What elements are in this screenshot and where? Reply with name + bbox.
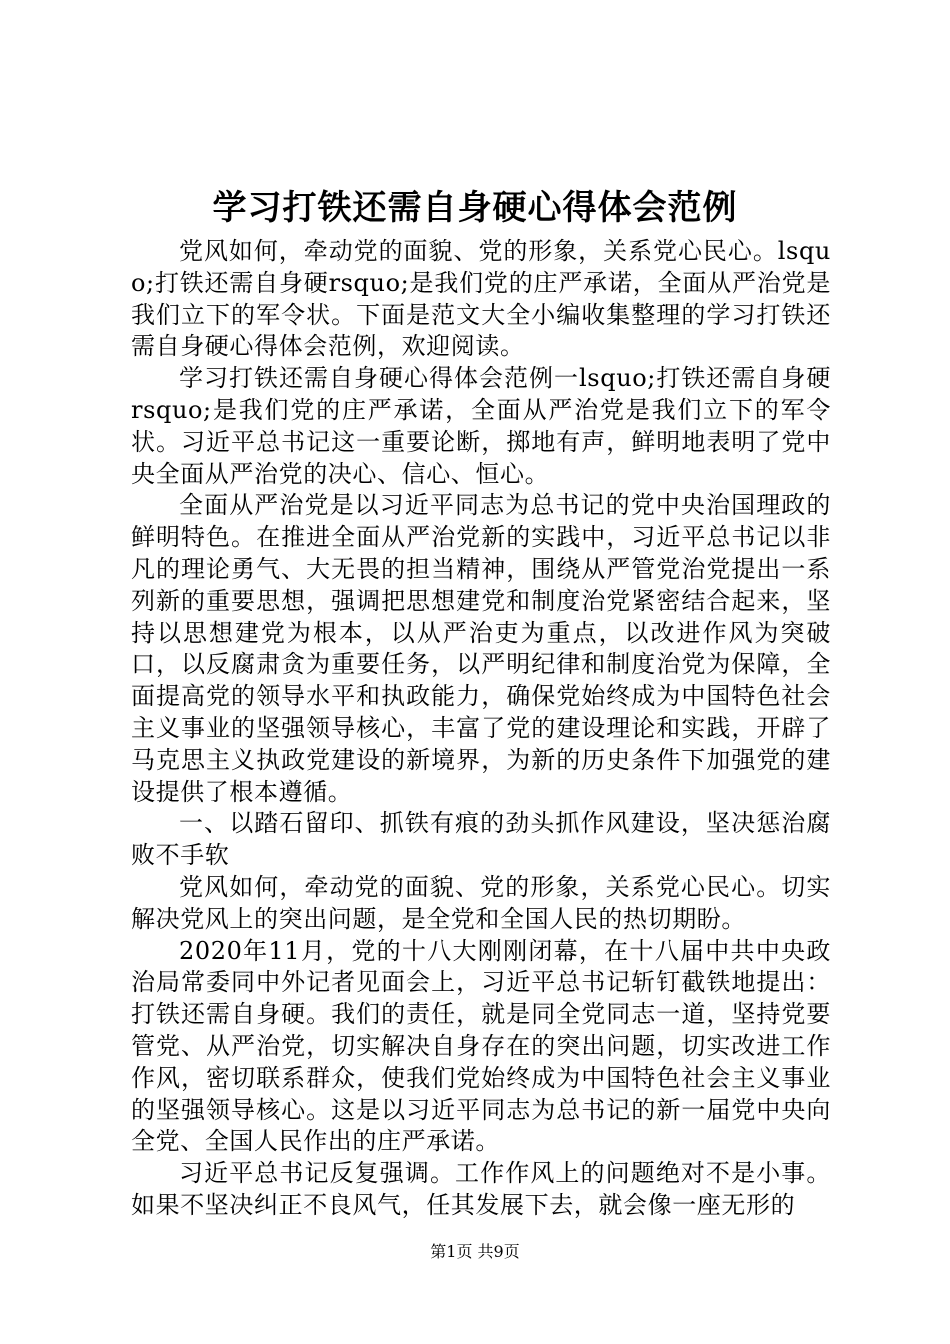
paragraph: 2020年11月，党的十八大刚刚闭幕，在十八届中共中央政治局常委同中外记者见面会上，习近平总书记斩钉截铁地提出：打铁还需自身硬。我们的责任，就是同全党同志一道，坚持党要管党、从严治党，切实解决自身存在的突出问题，切实改进工作作风，密切联系群众，使我们党始终成为中国特色社会主义事业的坚强领导核心。这是以习近平同志为总书记的新一届党中央向全党、全国人民作出的庄严承诺。 [131, 936, 831, 1156]
document-body [131, 236, 831, 1222]
paragraph: 党风如何，牵动党的面貌、党的形象，关系党心民心。切实解决党风上的突出问题，是全党和全国人民的热切期盼。 [131, 872, 831, 933]
paragraph: 学习打铁还需自身硬心得体会范例一lsquo;打铁还需自身硬rsquo;是我们党的庄严承诺，全面从严治党是我们立下的军令状。习近平总书记这一重要论断，掷地有声，鲜明地表明了党中央全面从严治党的决心、信心、恒心。 [131, 364, 831, 488]
paragraph: 习近平总书记反复强调。工作作风上的问题绝对不是小事。如果不坚决纠正不良风气，任其发展下去，就会像一座无形的 [131, 1159, 831, 1219]
document-title: 学习打铁还需自身硬心得体会范例 [212, 188, 738, 228]
page-number-footer: 第1页 共9页 [430, 1242, 520, 1261]
section-heading: 一、以踏石留印、抓铁有痕的劲头抓作风建设，坚决惩治腐败不手软 [131, 809, 831, 870]
paragraph: 党风如何，牵动党的面貌、党的形象，关系党心民心。lsquo;打铁还需自身硬rsquo;是我们党的庄严承诺，全面从严治党是我们立下的军令状。下面是范文大全小编收集整理的学习打铁还需自身硬心得体会范例，欢迎阅读。 [131, 237, 831, 361]
paragraph: 全面从严治党是以习近平同志为总书记的党中央治国理政的鲜明特色。在推进全面从严治党新的实践中，习近平总书记以非凡的理论勇气、大无畏的担当精神，围绕从严管党治党提出一系列新的重要思想，强调把思想建党和制度治党紧密结合起来，坚持以思想建党为根本，以从严治吏为重点，以改进作风为突破口，以反腐肃贪为重要任务，以严明纪律和制度治党为保障，全面提高党的领导水平和执政能力，确保党始终成为中国特色社会主义事业的坚强领导核心，丰富了党的建设理论和实践，开辟了马克思主义执政党建设的新境界，为新的历史条件下加强党的建设提供了根本遵循。 [131, 491, 831, 806]
